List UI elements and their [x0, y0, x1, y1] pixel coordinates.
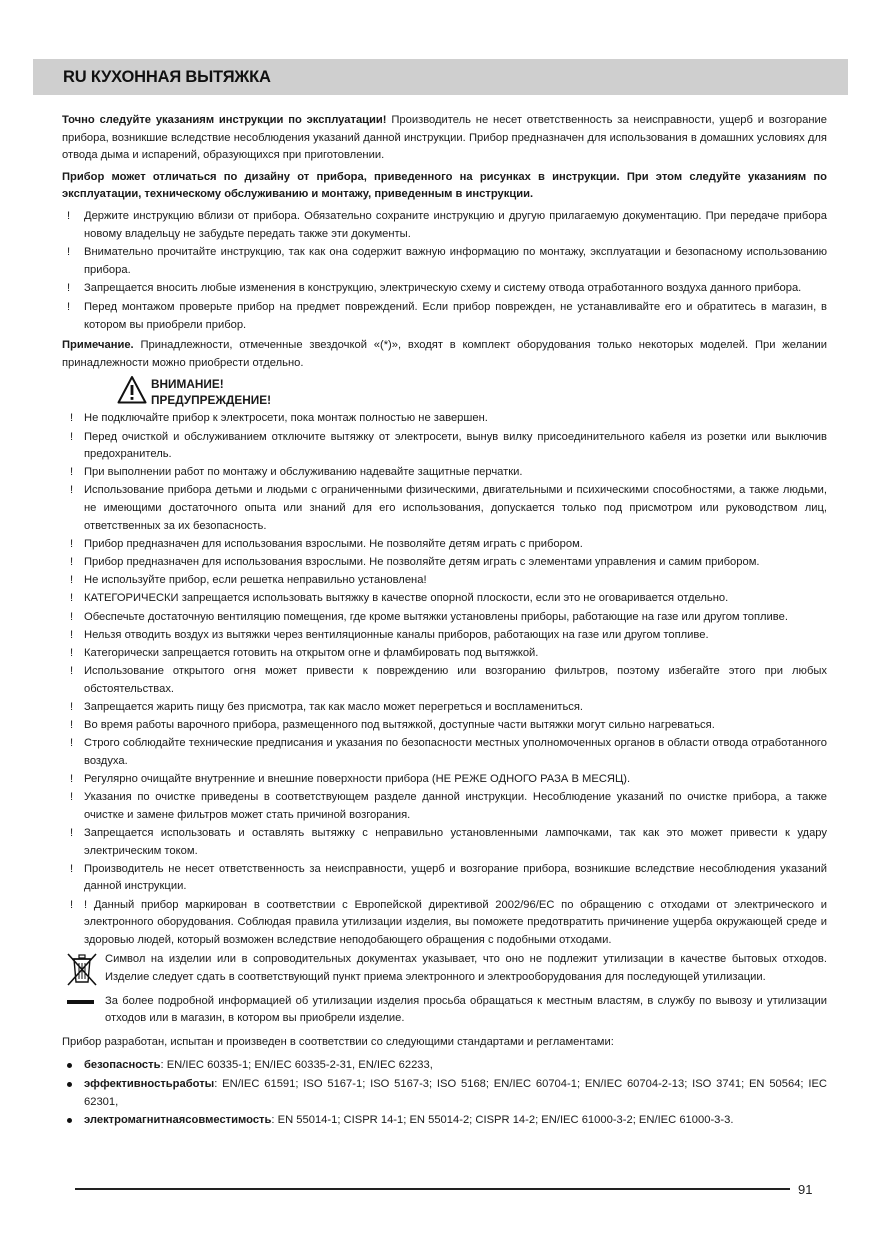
warning-item [62, 627, 827, 645]
warning-item-text: Нельзя отводить воздух из вытяжки через вентиляционные каналы приборов, работающих на газе или другом топливе. [84, 628, 709, 641]
warning-item [62, 645, 827, 663]
warning-item-text: Не подключайте прибор к электросети, пока монтаж полностью не завершен. [84, 412, 488, 425]
warning-item [62, 429, 827, 464]
warning-item [62, 771, 827, 789]
exclamation-mark-icon: ! [67, 282, 71, 295]
precaution-item-text: Держите инструкцию вблизи от прибора. Обязательно сохраните инструкцию и другую прилагаемую документацию. При передаче прибора новому владельцу не забудьте передать также эти документы. [84, 209, 827, 240]
warning-item-text: Запрещается жарить пищу без присмотра, так как масло может перегреться и воспламениться. [84, 700, 584, 713]
disposal-notice [62, 993, 827, 1028]
exclamation-mark-icon: ! [70, 791, 74, 804]
content [62, 112, 827, 1131]
standards-label: электромагнитнаясовместимость [84, 1114, 272, 1127]
warning-item [62, 590, 827, 608]
warning-item-text: Перед очисткой и обслуживанием отключите вытяжку от электросети, вынув вилку присоединительного кабеля из розетки или выключив предохранитель. [84, 430, 827, 461]
warning-item [62, 789, 827, 824]
footer-divider [75, 1188, 790, 1190]
warning-item-text: Использование открытого огня может привести к повреждению или возгоранию фильтров, поэтому избегайте этого при любых обстоятельствах. [84, 665, 827, 695]
intro-paragraph-2: Прибор может отличаться по дизайну от прибора, приведенного на рисунках в инструкции. При этом следуйте указаниям по эксплуатации, техническому обслуживанию и монтажу, приведенным в инструкции. [62, 170, 827, 201]
intro-text: Производитель не несет ответственность за неисправности, ущерб и возгорание прибора, возникшие вследствие несоблюдения указаний данной инструкции. Прибор предназначен для использования в домашних условиях для отвода дыма и испарений, образующихся при приготовлении. [62, 114, 827, 162]
warning-item [62, 663, 827, 698]
exclamation-mark-icon: ! [70, 484, 74, 497]
standards-label: эффективностьработы [84, 1077, 215, 1090]
warning-list [62, 410, 827, 949]
exclamation-mark-icon: ! [70, 610, 74, 623]
exclamation-mark-icon: ! [67, 209, 71, 222]
warning-subtitle: ПРЕДУПРЕЖДЕНИЕ! [151, 393, 272, 408]
warning-item [62, 699, 827, 717]
precaution-item [62, 280, 827, 298]
note-label: Примечание. [62, 339, 134, 352]
warning-triangle-icon [117, 375, 147, 405]
exclamation-mark-icon: ! [70, 700, 74, 713]
warning-item-text: ! Данный прибор маркирован в соответствии с Европейской директивой 2002/96/EC по обращению с отходами от электрического и электронного оборудования. Соблюдая правила утилизации изделия, вы поможете предотвратить причинение ущерба окружающей среде и здоровью людей, который возможен вследствие неподобающего обращения с подобными отходами. [84, 898, 827, 946]
standards-list [62, 1057, 827, 1129]
standards-item [62, 1112, 827, 1130]
warning-item [62, 861, 827, 896]
header-bar [33, 59, 848, 95]
warning-item-text: Регулярно очищайте внутренние и внешние поверхности прибора (НЕ РЕЖЕ ОДНОГО РАЗА В МЕСЯЦ). [84, 773, 631, 786]
warning-item-text: При выполнении работ по монтажу и обслуживанию надевайте защитные перчатки. [84, 466, 523, 479]
warning-item [62, 735, 827, 770]
precaution-list [62, 208, 827, 334]
warning-item [62, 464, 827, 482]
bullet-icon [67, 1118, 72, 1123]
warning-item-text: Прибор предназначен для использования взрослыми. Не позволяйте детям играть с элементами управления и самим прибором. [84, 556, 760, 569]
warning-item [62, 410, 827, 428]
exclamation-mark-icon: ! [70, 773, 74, 786]
standards-intro: Прибор разработан, испытан и произведен в соответствии со следующими стандартами и регламентами: [62, 1035, 614, 1048]
warning-item [62, 825, 827, 860]
exclamation-mark-icon: ! [70, 592, 74, 605]
precaution-item-text: Внимательно прочитайте инструкцию, так как она содержит важную информацию по монтажу, эксплуатации и безопасному использованию прибора. [84, 246, 827, 276]
page-number: 91 [798, 1182, 813, 1197]
weee-text: Символ на изделии или в сопроводительных документах указывает, что оно не подлежит утилизации в качестве бытовых отходов. Изделие следует сдать в соответствующий пункт приема электронного и электрооборудования для последующей утилизации. [105, 953, 827, 983]
precaution-item [62, 299, 827, 334]
exclamation-mark-icon: ! [67, 300, 71, 313]
exclamation-mark-icon: ! [70, 430, 74, 443]
warning-item-text: Использование прибора детьми и людьми с ограниченными физическими, двигательными и психическими способностями, а также людьми, не имеющими достаточного опыта или знаний для его использования, допускается только под присмотром или руководством лиц, ответственных за их безопасность. [84, 484, 827, 532]
warning-item-text: Производитель не несет ответственность за неисправности, ущерб и возгорание прибора, возникшие вследствие несоблюдения указаний данной инструкции. [84, 862, 827, 893]
exclamation-mark-icon: ! [70, 466, 74, 479]
note-text: Принадлежности, отмеченные звездочкой «(*)», входят в комплект оборудования только некоторых моделей. При желании принадлежности можно приобрести отдельно. [62, 339, 827, 369]
precaution-item [62, 244, 827, 279]
bullet-icon [67, 1082, 72, 1087]
warning-item [62, 536, 827, 554]
black-bar-icon [67, 1000, 94, 1004]
exclamation-mark-icon: ! [70, 719, 74, 732]
exclamation-mark-icon: ! [70, 646, 74, 659]
warning-item-text: Прибор предназначен для использования взрослыми. Не позволяйте детям играть с прибором. [84, 537, 583, 550]
warning-title: ВНИМАНИЕ! [151, 377, 224, 392]
warning-item [62, 609, 827, 627]
exclamation-mark-icon: ! [70, 862, 74, 875]
exclamation-mark-icon: ! [70, 827, 74, 840]
exclamation-mark-icon: ! [70, 737, 74, 750]
exclamation-mark-icon: ! [70, 574, 74, 587]
disposal-text: За более подробной информацией об утилизации изделия просьба обращаться к местным властям, в службу по вывозу и утилизации отходов или в магазин, в котором вы приобрели изделие. [105, 994, 827, 1025]
bullet-icon [67, 1063, 72, 1068]
warning-item-text: КАТЕГОРИЧЕСКИ запрещается использовать вытяжку в качестве опорной плоскости, если это не оговаривается отдельно. [84, 592, 729, 605]
standards-text: : EN/IEC 60335-1; EN/IEC 60335-2-31, EN/IEC 62233, [160, 1059, 433, 1072]
precaution-item-text: Запрещается вносить любые изменения в конструкцию, электрическую схему и систему отвода отработанного воздуха данного прибора. [84, 282, 802, 295]
exclamation-mark-icon: ! [70, 665, 74, 678]
standards-item [62, 1057, 827, 1075]
warning-item-text: Не используйте прибор, если решетка неправильно установлена! [84, 574, 427, 587]
warning-item-text: Обеспечьте достаточную вентиляцию помещения, где кроме вытяжки установлены приборы, работающие на газе или другом топливе. [84, 610, 788, 623]
warning-header [62, 376, 827, 410]
intro-paragraph-1 [62, 112, 827, 165]
page-title: RU КУХОННАЯ ВЫТЯЖКА [63, 68, 271, 86]
exclamation-mark-icon: ! [70, 412, 74, 425]
exclamation-mark-icon: ! [70, 898, 74, 911]
standards-text: : EN 55014-1; CISPR 14-1; EN 55014-2; CISPR 14-2; EN/IEC 61000-3-2; EN/IEC 61000-3-3. [271, 1114, 734, 1127]
warning-item-text: Категорически запрещается готовить на открытом огне и фламбировать под вытяжкой. [84, 646, 539, 659]
standards-label: безопасность [84, 1059, 161, 1072]
warning-item [62, 482, 827, 535]
warning-item-text: Строго соблюдайте технические предписания и указания по безопасности местных уполномоченных органов в области отвода отработанного воздуха. [84, 737, 827, 767]
exclamation-mark-icon: ! [70, 537, 74, 550]
warning-item [62, 897, 827, 950]
precaution-item-text: Перед монтажом проверьте прибор на предмет повреждений. Если прибор поврежден, не устанавливайте его и обратитесь в магазин, в котором вы приобрели прибор. [84, 300, 827, 331]
standards-item [62, 1076, 827, 1111]
note-paragraph [62, 337, 827, 372]
warning-item [62, 554, 827, 572]
intro-bold-text: Точно следуйте указаниям инструкции по эксплуатации! [62, 114, 387, 126]
precaution-item [62, 208, 827, 243]
warning-item [62, 572, 827, 590]
warning-item-text: Запрещается использовать и оставлять вытяжку с неправильно установленными лампочками, так как это может привести к удару электрическим током. [84, 827, 827, 857]
exclamation-mark-icon: ! [67, 246, 71, 259]
warning-item [62, 717, 827, 735]
exclamation-mark-icon: ! [70, 628, 74, 641]
warning-item-text: Во время работы варочного прибора, размещенного под вытяжкой, доступные части вытяжки могут сильно нагреваться. [84, 719, 715, 732]
crossed-bin-icon [65, 951, 99, 987]
warning-item-text: Указания по очистке приведены в соответствующем разделе данной инструкции. Несоблюдение указаний по очистке прибора, а также очистке и замене фильтров может стать причиной возгорания. [84, 791, 827, 821]
weee-notice [62, 951, 827, 986]
exclamation-mark-icon: ! [70, 556, 74, 569]
standards-text: : EN/IEC 61591; ISO 5167-1; ISO 5167-3; ISO 5168; EN/IEC 60704-1; EN/IEC 60704-2-13; ISO 3741; EN 50564; IEC 62301, [84, 1077, 827, 1108]
